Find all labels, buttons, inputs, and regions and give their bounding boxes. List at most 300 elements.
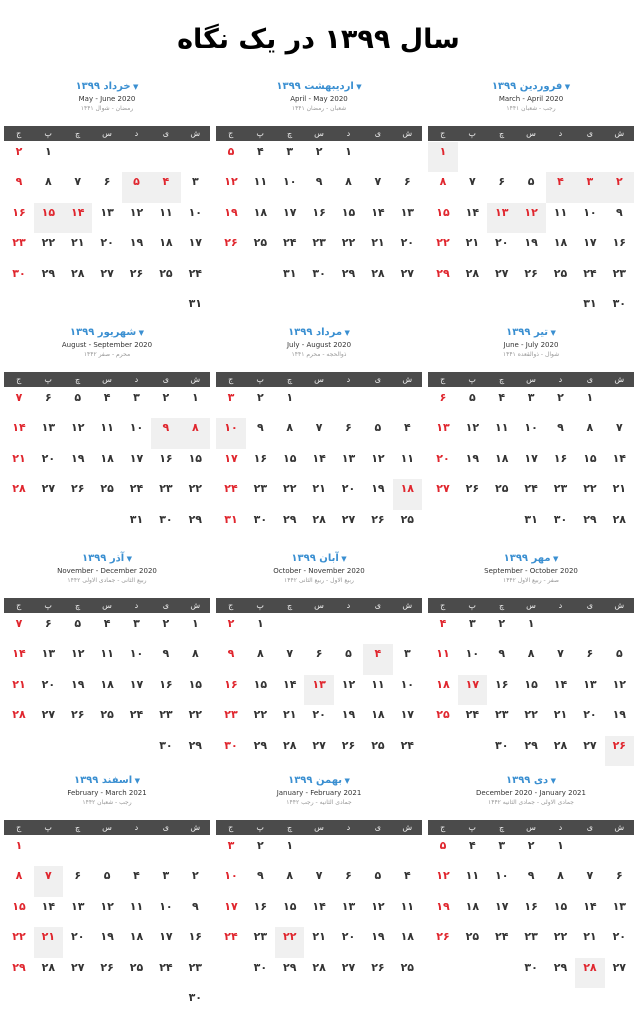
day-cell[interactable] <box>516 836 545 866</box>
day-cell[interactable] <box>516 644 545 674</box>
day-cell[interactable] <box>393 897 422 927</box>
day-cell[interactable] <box>546 233 575 263</box>
day-cell[interactable] <box>275 736 304 766</box>
day-cell[interactable] <box>516 203 545 233</box>
day-cell[interactable] <box>516 927 545 957</box>
day-cell[interactable] <box>605 644 634 674</box>
day-cell[interactable] <box>34 675 63 705</box>
day-cell[interactable] <box>275 479 304 509</box>
day-cell[interactable] <box>393 449 422 479</box>
day-cell[interactable] <box>181 927 210 957</box>
day-cell[interactable] <box>216 449 245 479</box>
day-cell[interactable] <box>304 142 333 172</box>
day-cell[interactable] <box>546 866 575 896</box>
day-cell[interactable] <box>363 449 392 479</box>
day-cell[interactable] <box>458 644 487 674</box>
day-cell[interactable] <box>334 958 363 988</box>
day-cell[interactable] <box>334 203 363 233</box>
day-cell[interactable] <box>122 449 151 479</box>
day-cell[interactable] <box>181 644 210 674</box>
day-cell[interactable] <box>363 510 392 540</box>
day-cell[interactable] <box>546 836 575 866</box>
day-cell[interactable] <box>275 705 304 735</box>
day-cell[interactable] <box>393 203 422 233</box>
day-cell[interactable] <box>92 203 121 233</box>
day-cell[interactable] <box>487 927 516 957</box>
day-cell[interactable] <box>275 897 304 927</box>
day-cell[interactable] <box>151 510 180 540</box>
day-cell[interactable] <box>246 479 275 509</box>
day-cell[interactable] <box>458 233 487 263</box>
day-cell[interactable] <box>575 233 604 263</box>
day-cell[interactable] <box>546 172 575 202</box>
day-cell[interactable] <box>546 897 575 927</box>
day-cell[interactable] <box>4 264 33 294</box>
day-cell[interactable] <box>4 866 33 896</box>
day-cell[interactable] <box>363 897 392 927</box>
day-cell[interactable] <box>181 958 210 988</box>
day-cell[interactable] <box>34 897 63 927</box>
day-cell[interactable] <box>92 897 121 927</box>
day-cell[interactable] <box>4 142 33 172</box>
day-cell[interactable] <box>516 233 545 263</box>
day-cell[interactable] <box>393 233 422 263</box>
day-cell[interactable] <box>487 675 516 705</box>
day-cell[interactable] <box>246 644 275 674</box>
day-cell[interactable] <box>122 897 151 927</box>
day-cell[interactable] <box>304 449 333 479</box>
day-cell[interactable] <box>575 203 604 233</box>
day-cell[interactable] <box>575 294 604 324</box>
day-cell[interactable] <box>458 479 487 509</box>
day-cell[interactable] <box>516 866 545 896</box>
day-cell[interactable] <box>4 897 33 927</box>
day-cell[interactable] <box>4 203 33 233</box>
day-cell[interactable] <box>34 388 63 418</box>
day-cell[interactable] <box>92 705 121 735</box>
day-cell[interactable] <box>458 866 487 896</box>
day-cell[interactable] <box>4 675 33 705</box>
day-cell[interactable] <box>487 449 516 479</box>
day-cell[interactable] <box>246 866 275 896</box>
day-cell[interactable] <box>246 142 275 172</box>
day-cell[interactable] <box>363 172 392 202</box>
day-cell[interactable] <box>393 675 422 705</box>
day-cell[interactable] <box>605 233 634 263</box>
day-cell[interactable] <box>63 958 92 988</box>
day-cell[interactable] <box>181 479 210 509</box>
day-cell[interactable] <box>575 172 604 202</box>
day-cell[interactable] <box>246 388 275 418</box>
day-cell[interactable] <box>122 644 151 674</box>
day-cell[interactable] <box>458 172 487 202</box>
day-cell[interactable] <box>63 675 92 705</box>
day-cell[interactable] <box>393 927 422 957</box>
day-cell[interactable] <box>605 418 634 448</box>
day-cell[interactable] <box>181 264 210 294</box>
day-cell[interactable] <box>363 958 392 988</box>
day-cell[interactable] <box>122 233 151 263</box>
day-cell[interactable] <box>4 233 33 263</box>
day-cell[interactable] <box>246 203 275 233</box>
day-cell[interactable] <box>363 418 392 448</box>
day-cell[interactable] <box>181 988 210 1018</box>
day-cell[interactable] <box>393 644 422 674</box>
day-cell[interactable] <box>122 705 151 735</box>
day-cell[interactable] <box>4 644 33 674</box>
day-cell[interactable] <box>428 388 457 418</box>
day-cell[interactable] <box>246 897 275 927</box>
day-cell[interactable] <box>151 866 180 896</box>
day-cell[interactable] <box>487 614 516 644</box>
day-cell[interactable] <box>181 294 210 324</box>
day-cell[interactable] <box>516 172 545 202</box>
day-cell[interactable] <box>34 644 63 674</box>
day-cell[interactable] <box>605 927 634 957</box>
day-cell[interactable] <box>275 142 304 172</box>
day-cell[interactable] <box>151 449 180 479</box>
day-cell[interactable] <box>487 736 516 766</box>
day-cell[interactable] <box>4 614 33 644</box>
day-cell[interactable] <box>63 927 92 957</box>
day-cell[interactable] <box>393 736 422 766</box>
day-cell[interactable] <box>4 927 33 957</box>
day-cell[interactable] <box>34 927 63 957</box>
day-cell[interactable] <box>34 866 63 896</box>
day-cell[interactable] <box>546 203 575 233</box>
day-cell[interactable] <box>334 510 363 540</box>
day-cell[interactable] <box>516 449 545 479</box>
day-cell[interactable] <box>363 644 392 674</box>
day-cell[interactable] <box>575 418 604 448</box>
day-cell[interactable] <box>151 736 180 766</box>
day-cell[interactable] <box>546 675 575 705</box>
day-cell[interactable] <box>151 264 180 294</box>
day-cell[interactable] <box>546 736 575 766</box>
day-cell[interactable] <box>363 233 392 263</box>
day-cell[interactable] <box>275 203 304 233</box>
day-cell[interactable] <box>4 958 33 988</box>
day-cell[interactable] <box>304 675 333 705</box>
day-cell[interactable] <box>122 479 151 509</box>
day-cell[interactable] <box>34 705 63 735</box>
day-cell[interactable] <box>428 705 457 735</box>
day-cell[interactable] <box>304 927 333 957</box>
day-cell[interactable] <box>122 172 151 202</box>
day-cell[interactable] <box>304 705 333 735</box>
day-cell[interactable] <box>304 172 333 202</box>
day-cell[interactable] <box>487 264 516 294</box>
day-cell[interactable] <box>122 418 151 448</box>
day-cell[interactable] <box>487 233 516 263</box>
day-cell[interactable] <box>92 958 121 988</box>
day-cell[interactable] <box>34 172 63 202</box>
day-cell[interactable] <box>34 418 63 448</box>
day-cell[interactable] <box>34 203 63 233</box>
day-cell[interactable] <box>487 203 516 233</box>
day-cell[interactable] <box>246 675 275 705</box>
day-cell[interactable] <box>487 388 516 418</box>
day-cell[interactable] <box>575 958 604 988</box>
day-cell[interactable] <box>92 449 121 479</box>
day-cell[interactable] <box>92 866 121 896</box>
day-cell[interactable] <box>334 264 363 294</box>
day-cell[interactable] <box>458 418 487 448</box>
day-cell[interactable] <box>246 510 275 540</box>
day-cell[interactable] <box>275 836 304 866</box>
day-cell[interactable] <box>151 897 180 927</box>
day-cell[interactable] <box>151 958 180 988</box>
day-cell[interactable] <box>605 866 634 896</box>
day-cell[interactable] <box>605 736 634 766</box>
day-cell[interactable] <box>181 510 210 540</box>
day-cell[interactable] <box>516 264 545 294</box>
day-cell[interactable] <box>516 510 545 540</box>
day-cell[interactable] <box>334 479 363 509</box>
day-cell[interactable] <box>363 736 392 766</box>
day-cell[interactable] <box>151 705 180 735</box>
day-cell[interactable] <box>575 644 604 674</box>
day-cell[interactable] <box>546 479 575 509</box>
day-cell[interactable] <box>428 449 457 479</box>
day-cell[interactable] <box>92 479 121 509</box>
day-cell[interactable] <box>334 736 363 766</box>
day-cell[interactable] <box>151 675 180 705</box>
day-cell[interactable] <box>216 836 245 866</box>
day-cell[interactable] <box>216 927 245 957</box>
day-cell[interactable] <box>546 510 575 540</box>
day-cell[interactable] <box>304 736 333 766</box>
day-cell[interactable] <box>428 479 457 509</box>
day-cell[interactable] <box>275 449 304 479</box>
day-cell[interactable] <box>428 675 457 705</box>
day-cell[interactable] <box>151 388 180 418</box>
day-cell[interactable] <box>92 233 121 263</box>
day-cell[interactable] <box>63 479 92 509</box>
day-cell[interactable] <box>246 958 275 988</box>
day-cell[interactable] <box>246 172 275 202</box>
day-cell[interactable] <box>216 479 245 509</box>
day-cell[interactable] <box>122 958 151 988</box>
day-cell[interactable] <box>428 203 457 233</box>
day-cell[interactable] <box>275 233 304 263</box>
day-cell[interactable] <box>246 233 275 263</box>
day-cell[interactable] <box>304 958 333 988</box>
day-cell[interactable] <box>605 958 634 988</box>
day-cell[interactable] <box>458 836 487 866</box>
day-cell[interactable] <box>181 418 210 448</box>
day-cell[interactable] <box>546 644 575 674</box>
day-cell[interactable] <box>4 449 33 479</box>
day-cell[interactable] <box>4 836 33 866</box>
day-cell[interactable] <box>546 927 575 957</box>
day-cell[interactable] <box>4 418 33 448</box>
day-cell[interactable] <box>605 449 634 479</box>
day-cell[interactable] <box>546 705 575 735</box>
day-cell[interactable] <box>181 203 210 233</box>
day-cell[interactable] <box>393 479 422 509</box>
day-cell[interactable] <box>34 142 63 172</box>
day-cell[interactable] <box>428 233 457 263</box>
day-cell[interactable] <box>92 418 121 448</box>
day-cell[interactable] <box>304 264 333 294</box>
day-cell[interactable] <box>246 927 275 957</box>
day-cell[interactable] <box>63 866 92 896</box>
day-cell[interactable] <box>428 927 457 957</box>
day-cell[interactable] <box>575 479 604 509</box>
day-cell[interactable] <box>516 958 545 988</box>
day-cell[interactable] <box>92 264 121 294</box>
day-cell[interactable] <box>181 172 210 202</box>
day-cell[interactable] <box>605 510 634 540</box>
day-cell[interactable] <box>304 644 333 674</box>
day-cell[interactable] <box>275 264 304 294</box>
day-cell[interactable] <box>122 614 151 644</box>
day-cell[interactable] <box>393 866 422 896</box>
day-cell[interactable] <box>334 644 363 674</box>
day-cell[interactable] <box>428 614 457 644</box>
day-cell[interactable] <box>487 479 516 509</box>
day-cell[interactable] <box>363 264 392 294</box>
day-cell[interactable] <box>458 675 487 705</box>
day-cell[interactable] <box>181 736 210 766</box>
day-cell[interactable] <box>458 388 487 418</box>
day-cell[interactable] <box>516 388 545 418</box>
day-cell[interactable] <box>363 927 392 957</box>
day-cell[interactable] <box>304 203 333 233</box>
day-cell[interactable] <box>516 705 545 735</box>
day-cell[interactable] <box>122 203 151 233</box>
day-cell[interactable] <box>458 897 487 927</box>
day-cell[interactable] <box>151 418 180 448</box>
day-cell[interactable] <box>605 705 634 735</box>
day-cell[interactable] <box>246 418 275 448</box>
day-cell[interactable] <box>92 644 121 674</box>
day-cell[interactable] <box>428 264 457 294</box>
day-cell[interactable] <box>458 449 487 479</box>
day-cell[interactable] <box>216 866 245 896</box>
day-cell[interactable] <box>275 644 304 674</box>
day-cell[interactable] <box>516 418 545 448</box>
day-cell[interactable] <box>122 927 151 957</box>
day-cell[interactable] <box>216 418 245 448</box>
day-cell[interactable] <box>575 675 604 705</box>
day-cell[interactable] <box>428 897 457 927</box>
day-cell[interactable] <box>487 897 516 927</box>
day-cell[interactable] <box>34 233 63 263</box>
day-cell[interactable] <box>516 897 545 927</box>
day-cell[interactable] <box>428 142 457 172</box>
day-cell[interactable] <box>304 897 333 927</box>
day-cell[interactable] <box>151 927 180 957</box>
day-cell[interactable] <box>334 449 363 479</box>
day-cell[interactable] <box>516 614 545 644</box>
day-cell[interactable] <box>393 172 422 202</box>
day-cell[interactable] <box>334 142 363 172</box>
day-cell[interactable] <box>92 172 121 202</box>
day-cell[interactable] <box>181 705 210 735</box>
day-cell[interactable] <box>275 958 304 988</box>
day-cell[interactable] <box>487 172 516 202</box>
day-cell[interactable] <box>393 418 422 448</box>
day-cell[interactable] <box>334 927 363 957</box>
day-cell[interactable] <box>304 233 333 263</box>
day-cell[interactable] <box>275 418 304 448</box>
day-cell[interactable] <box>151 172 180 202</box>
day-cell[interactable] <box>4 705 33 735</box>
day-cell[interactable] <box>63 644 92 674</box>
day-cell[interactable] <box>151 644 180 674</box>
day-cell[interactable] <box>216 233 245 263</box>
day-cell[interactable] <box>304 866 333 896</box>
day-cell[interactable] <box>487 866 516 896</box>
day-cell[interactable] <box>275 388 304 418</box>
day-cell[interactable] <box>216 705 245 735</box>
day-cell[interactable] <box>63 705 92 735</box>
day-cell[interactable] <box>546 449 575 479</box>
day-cell[interactable] <box>393 705 422 735</box>
day-cell[interactable] <box>34 449 63 479</box>
day-cell[interactable] <box>393 264 422 294</box>
day-cell[interactable] <box>458 264 487 294</box>
day-cell[interactable] <box>487 705 516 735</box>
day-cell[interactable] <box>63 614 92 644</box>
day-cell[interactable] <box>363 479 392 509</box>
day-cell[interactable] <box>246 836 275 866</box>
day-cell[interactable] <box>92 614 121 644</box>
day-cell[interactable] <box>216 510 245 540</box>
day-cell[interactable] <box>4 479 33 509</box>
day-cell[interactable] <box>275 675 304 705</box>
day-cell[interactable] <box>428 644 457 674</box>
day-cell[interactable] <box>34 479 63 509</box>
day-cell[interactable] <box>216 644 245 674</box>
day-cell[interactable] <box>63 172 92 202</box>
day-cell[interactable] <box>181 233 210 263</box>
day-cell[interactable] <box>216 203 245 233</box>
day-cell[interactable] <box>428 836 457 866</box>
day-cell[interactable] <box>4 172 33 202</box>
day-cell[interactable] <box>34 614 63 644</box>
day-cell[interactable] <box>575 866 604 896</box>
day-cell[interactable] <box>181 675 210 705</box>
day-cell[interactable] <box>151 614 180 644</box>
day-cell[interactable] <box>63 418 92 448</box>
day-cell[interactable] <box>605 172 634 202</box>
day-cell[interactable] <box>122 264 151 294</box>
day-cell[interactable] <box>458 614 487 644</box>
day-cell[interactable] <box>63 449 92 479</box>
day-cell[interactable] <box>546 958 575 988</box>
day-cell[interactable] <box>63 388 92 418</box>
day-cell[interactable] <box>575 897 604 927</box>
day-cell[interactable] <box>546 418 575 448</box>
day-cell[interactable] <box>34 958 63 988</box>
day-cell[interactable] <box>516 675 545 705</box>
day-cell[interactable] <box>575 705 604 735</box>
day-cell[interactable] <box>216 614 245 644</box>
day-cell[interactable] <box>151 479 180 509</box>
day-cell[interactable] <box>334 418 363 448</box>
day-cell[interactable] <box>181 449 210 479</box>
day-cell[interactable] <box>334 705 363 735</box>
day-cell[interactable] <box>275 927 304 957</box>
day-cell[interactable] <box>122 675 151 705</box>
day-cell[interactable] <box>304 510 333 540</box>
day-cell[interactable] <box>63 897 92 927</box>
day-cell[interactable] <box>393 958 422 988</box>
day-cell[interactable] <box>428 172 457 202</box>
